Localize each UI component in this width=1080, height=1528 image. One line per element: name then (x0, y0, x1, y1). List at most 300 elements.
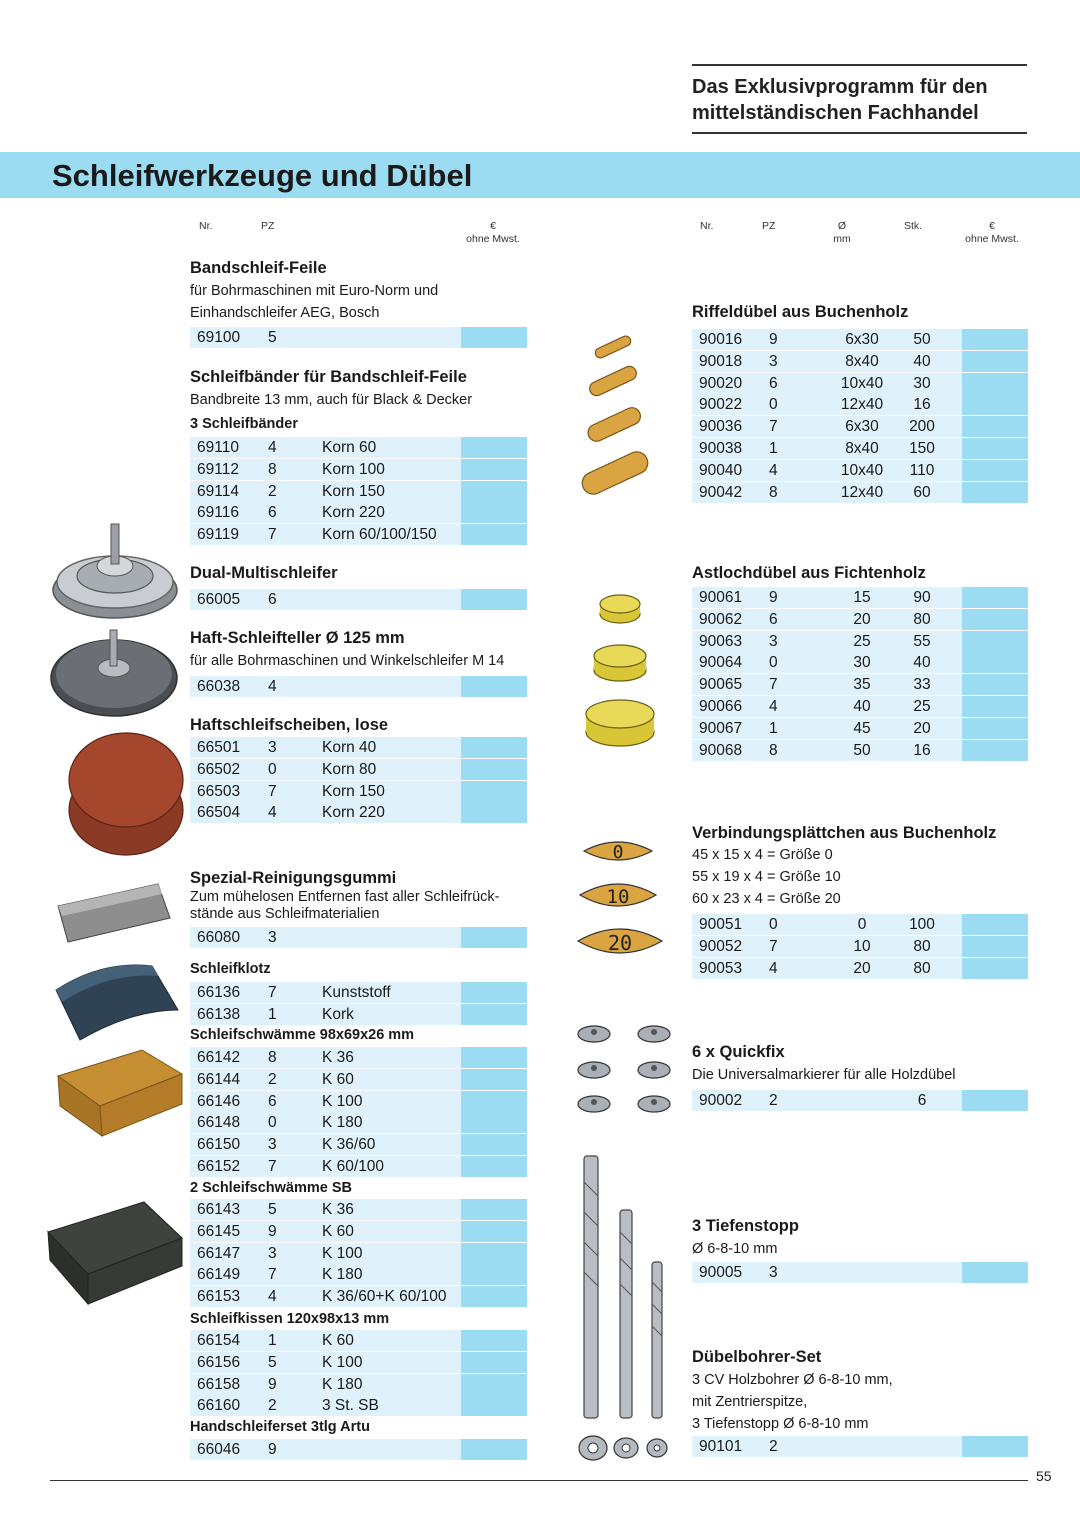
cell-txt: K 180 (322, 1266, 363, 1284)
table-row (190, 759, 527, 781)
cell-dm: 0 (857, 916, 867, 933)
cell-nr: 90101 (699, 1438, 743, 1455)
plate-label-0: 0 (612, 842, 624, 863)
subsection-title: 3 Schleifbänder (190, 416, 298, 432)
cell-nr: 66153 (197, 1288, 241, 1306)
cell-nr: 90064 (699, 654, 743, 672)
cell-st: 80 (913, 937, 931, 955)
cell-nr: 90051 (699, 916, 743, 933)
table-row (190, 1156, 527, 1178)
cell-nr: 90005 (699, 1264, 743, 1281)
table-row (692, 394, 1028, 416)
cell-nr: 90053 (699, 959, 743, 977)
table-row (692, 740, 1028, 762)
section-desc (692, 1238, 777, 1260)
cell-pz: 3 (769, 352, 778, 370)
cell-dm: 8x40 (845, 352, 879, 370)
cell-nr: 69119 (197, 526, 239, 544)
cell-nr: 66158 (197, 1375, 241, 1393)
cell-st: 90 (913, 589, 931, 606)
cell-txt: K 100 (322, 1353, 363, 1371)
cell-nr: 90066 (699, 698, 743, 715)
desc-line: für Bohrmaschinen mit Euro-Norm und (190, 283, 439, 299)
table-row (190, 1091, 527, 1113)
section-title: Riffeldübel aus Buchenholz (692, 303, 909, 321)
table-row (190, 502, 527, 524)
dual-multischleifer-image (50, 520, 180, 620)
price-cell (962, 674, 1028, 695)
section-desc (190, 889, 499, 923)
price-cell (962, 740, 1028, 761)
section-title: Verbindungsplättchen aus Buchenholz (692, 824, 997, 842)
cell-dm: 15 (853, 589, 871, 606)
price-cell (461, 1134, 527, 1155)
desc-line: stände aus Schleifmaterialien (190, 906, 380, 922)
schleifkissen-image (44, 1198, 184, 1308)
price-cell (461, 1112, 527, 1133)
price-cell (962, 438, 1028, 459)
cell-nr: 90038 (699, 440, 743, 457)
cell-pz: 7 (268, 1158, 277, 1175)
cell-st: 100 (909, 916, 935, 933)
cell-st: 40 (913, 352, 931, 370)
table-row (692, 351, 1028, 373)
table-row (190, 437, 527, 459)
haft-schleifteller-image (50, 628, 180, 720)
table-row (190, 327, 527, 349)
cell-nr: 66136 (197, 984, 241, 1001)
cell-nr: 90052 (699, 937, 743, 955)
section-title: Schleifklotz (190, 961, 271, 977)
price-cell (962, 914, 1028, 935)
cell-nr: 90022 (699, 396, 743, 414)
cell-dm: 12x40 (840, 483, 884, 501)
cell-txt: 3 St. SB (322, 1397, 379, 1415)
cell-dm: 30 (853, 654, 871, 672)
price-cell (962, 652, 1028, 673)
cell-pz: 4 (268, 439, 277, 456)
cell-txt: Korn 220 (322, 804, 385, 822)
section-title: Schleifbänder für Bandschleif-Feile (190, 368, 467, 386)
header-eur-sub: ohne Mwst. (965, 233, 1019, 245)
cell-txt: K 60/100 (322, 1158, 385, 1175)
cell-nr: 66148 (197, 1114, 241, 1132)
section-desc (190, 280, 438, 324)
cell-txt: Korn 100 (322, 460, 385, 478)
header-dm-sub: mm (833, 233, 851, 245)
cell-pz: 1 (769, 440, 778, 457)
footer-line (50, 1480, 1028, 1481)
cell-txt: K 36 (322, 1049, 354, 1066)
page-number: 55 (1036, 1468, 1052, 1484)
cell-dm: 20 (853, 610, 871, 628)
cell-nr: 66145 (197, 1222, 241, 1240)
cell-pz: 3 (268, 1136, 277, 1154)
cell-pz: 1 (769, 719, 778, 737)
table-row (190, 1439, 527, 1461)
price-cell (461, 1199, 527, 1220)
table-row (190, 1243, 527, 1265)
header-eur-symbol: € (989, 220, 995, 232)
price-cell (461, 1091, 527, 1112)
cell-dm: 12x40 (840, 396, 884, 414)
cell-dm: 20 (853, 959, 871, 977)
section-desc (190, 650, 504, 672)
cell-pz: 2 (268, 482, 277, 500)
price-cell (461, 1439, 527, 1460)
cell-st: 50 (913, 331, 931, 348)
reinigungsgummi-image (54, 880, 174, 944)
cell-nr: 66038 (197, 678, 241, 695)
cell-nr: 69112 (197, 460, 239, 478)
price-cell (461, 437, 527, 458)
cell-pz: 5 (268, 1353, 277, 1371)
verbindungsplaettchen-image (578, 835, 663, 965)
cell-nr: 66160 (197, 1397, 241, 1415)
cell-pz: 3 (268, 739, 277, 756)
cell-st: 60 (913, 483, 931, 501)
price-cell (962, 460, 1028, 481)
section-desc (190, 389, 472, 411)
section-desc (692, 1369, 893, 1435)
cell-txt: K 180 (322, 1114, 363, 1132)
header-pz-right: PZ (762, 220, 776, 232)
table-row (190, 927, 527, 949)
cell-txt: Korn 60 (322, 439, 377, 456)
section-title: Handschleiferset 3tlg Artu (190, 1419, 370, 1435)
price-cell (461, 802, 527, 823)
header-stk: Stk. (904, 220, 923, 232)
table-row (692, 609, 1028, 631)
cell-pz: 6 (769, 610, 778, 628)
page-title: Schleifwerkzeuge und Dübel (52, 158, 473, 193)
desc-line: Bandbreite 13 mm, auch für Black & Decker (190, 392, 473, 408)
table-row (190, 1264, 527, 1286)
table-row (692, 482, 1028, 504)
section-title: Spezial-Reinigungsgummi (190, 869, 397, 887)
cell-pz: 3 (268, 1244, 277, 1262)
section-title: Astlochdübel aus Fichtenholz (692, 564, 926, 582)
table-row (190, 589, 527, 611)
haftschleifscheiben-image (66, 730, 190, 856)
plate-label-10: 10 (606, 886, 630, 908)
cell-txt: Korn 220 (322, 504, 385, 522)
cell-st: 80 (913, 959, 931, 977)
section-title: 6 x Quickfix (692, 1043, 785, 1061)
cell-nr: 90036 (699, 418, 743, 436)
cell-txt: K 60 (322, 1332, 354, 1349)
cell-dm: 25 (853, 632, 871, 650)
cell-nr: 66504 (197, 804, 241, 822)
price-cell (962, 718, 1028, 739)
table-row (692, 587, 1028, 609)
cell-nr: 66501 (197, 739, 241, 756)
desc-line: 60 x 23 x 4 = Größe 20 (692, 891, 841, 907)
price-cell (962, 1436, 1028, 1457)
cell-nr: 90042 (699, 483, 743, 501)
cell-pz: 8 (769, 483, 778, 501)
cell-nr: 66080 (197, 929, 241, 946)
header-pz-left: PZ (261, 220, 275, 232)
section-title: Dual-Multischleifer (190, 564, 338, 582)
cell-pz: 4 (769, 698, 778, 715)
cell-pz: 6 (268, 1092, 277, 1110)
header-dm-symbol: Ø (837, 220, 847, 232)
table-row (692, 936, 1028, 958)
cell-dm: 40 (853, 698, 871, 715)
desc-line: für alle Bohrmaschinen und Winkelschleifer M 14 (190, 653, 505, 669)
table-row (190, 1004, 527, 1026)
price-cell (461, 1243, 527, 1264)
cell-pz: 3 (769, 1264, 778, 1281)
quickfix-image (576, 1020, 676, 1120)
price-cell (962, 696, 1028, 717)
price-cell (461, 589, 527, 610)
table-row (692, 438, 1028, 460)
price-cell (461, 1069, 527, 1090)
price-cell (461, 481, 527, 502)
cell-pz: 0 (268, 1114, 277, 1132)
price-cell (962, 394, 1028, 415)
price-cell (461, 1004, 527, 1025)
section-title: Schleifschwämme 98x69x26 mm (190, 1027, 415, 1043)
cell-st: 200 (909, 418, 935, 436)
cell-txt: Korn 60/100/150 (322, 526, 437, 544)
tagline (692, 64, 1027, 134)
price-cell (461, 524, 527, 545)
cell-nr: 90068 (699, 741, 743, 759)
section-title: Dübelbohrer-Set (692, 1348, 822, 1366)
cell-pz: 9 (268, 1222, 277, 1240)
cell-txt: Kunststoff (322, 984, 391, 1001)
price-cell (461, 1156, 527, 1177)
table-row (190, 1352, 527, 1374)
cell-pz: 0 (268, 760, 277, 778)
table-row (692, 1090, 1028, 1112)
cell-st: 110 (909, 461, 935, 479)
price-cell (461, 1221, 527, 1242)
table-row (190, 1330, 527, 1352)
cell-nr: 66146 (197, 1092, 241, 1110)
cell-pz: 7 (769, 676, 778, 694)
price-cell (461, 927, 527, 948)
cell-nr: 69114 (197, 482, 239, 500)
cell-pz: 7 (268, 1266, 277, 1284)
cell-pz: 1 (268, 1005, 277, 1023)
cell-nr: 69100 (197, 329, 241, 346)
cell-nr: 66147 (197, 1244, 241, 1262)
duebelbohrer-image (578, 1152, 668, 1422)
price-cell (962, 373, 1028, 394)
table-row (190, 481, 527, 503)
cell-nr: 66143 (197, 1201, 241, 1218)
cell-nr: 90018 (699, 352, 743, 370)
table-row (190, 676, 527, 698)
header-dm (822, 220, 862, 246)
section-title: 2 Schleifschwämme SB (190, 1180, 352, 1196)
cell-dm: 10 (853, 937, 871, 955)
price-cell (461, 737, 527, 758)
price-cell (461, 781, 527, 802)
cell-nr: 66144 (197, 1070, 241, 1088)
tagline-line-2: mittelständischen Fachhandel (692, 102, 979, 124)
cell-pz: 9 (769, 589, 778, 606)
cell-txt: K 100 (322, 1092, 363, 1110)
desc-line: Zum mühelosen Entfernen fast aller Schleifrück- (190, 889, 500, 905)
cell-pz: 5 (268, 1201, 277, 1218)
cell-st: 40 (913, 654, 931, 672)
header-eur-right (962, 220, 1022, 246)
section-title: Schleifkissen 120x98x13 mm (190, 1311, 390, 1327)
table-row (692, 631, 1028, 653)
price-cell (461, 982, 527, 1003)
header-eur-left (463, 220, 523, 246)
table-row (692, 416, 1028, 438)
cell-txt: K 100 (322, 1244, 363, 1262)
cell-txt: Kork (322, 1005, 354, 1023)
cell-txt: K 36/60+K 60/100 (322, 1288, 447, 1306)
cell-pz: 9 (769, 331, 778, 348)
cell-nr: 90062 (699, 610, 743, 628)
cell-txt: K 180 (322, 1375, 363, 1393)
cell-nr: 90061 (699, 589, 743, 606)
cell-pz: 7 (268, 782, 277, 800)
section-desc (692, 1064, 956, 1086)
cell-pz: 3 (268, 929, 277, 946)
price-cell (461, 676, 527, 697)
table-row (692, 1262, 1028, 1284)
table-row (692, 652, 1028, 674)
table-row (692, 718, 1028, 740)
cell-pz: 2 (268, 1070, 277, 1088)
price-cell (461, 1286, 527, 1307)
price-cell (461, 459, 527, 480)
cell-st: 16 (913, 396, 931, 414)
tiefenstopp-image (578, 1432, 670, 1464)
table-row (190, 982, 527, 1004)
cell-pz: 4 (769, 461, 778, 479)
cell-nr: 90016 (699, 331, 743, 348)
desc-line: Die Universalmarkierer für alle Holzdübel (692, 1067, 956, 1083)
cell-pz: 8 (268, 460, 277, 478)
price-cell (461, 1352, 527, 1373)
cell-dm: 8x40 (845, 440, 879, 457)
price-cell (962, 609, 1028, 630)
table-row (190, 1047, 527, 1069)
cell-pz: 0 (769, 654, 778, 672)
cell-pz: 2 (769, 1092, 778, 1109)
desc-line: 55 x 19 x 4 = Größe 10 (692, 869, 841, 885)
cell-st: 55 (913, 632, 931, 650)
table-row (692, 1436, 1028, 1458)
cell-dm: 10x40 (840, 461, 884, 479)
riffeldubel-image (578, 330, 663, 500)
astlochdubel-image (578, 592, 663, 752)
cell-st: 33 (913, 676, 931, 694)
table-row (190, 1286, 527, 1308)
table-row (190, 524, 527, 546)
table-row (190, 1221, 527, 1243)
cell-pz: 5 (268, 329, 277, 346)
cell-dm: 35 (853, 676, 871, 694)
cell-nr: 66154 (197, 1332, 241, 1349)
desc-line: mit Zentrierspitze, (692, 1394, 808, 1410)
desc-line: Einhandschleifer AEG, Bosch (190, 305, 380, 321)
table-row (190, 1069, 527, 1091)
cell-pz: 7 (769, 418, 778, 436)
table-row (190, 1112, 527, 1134)
schleifklotz-image (52, 960, 182, 1044)
cell-pz: 3 (769, 632, 778, 650)
price-cell (461, 327, 527, 348)
table-row (692, 460, 1028, 482)
price-cell (461, 1374, 527, 1395)
cell-st: 80 (913, 610, 931, 628)
cell-nr: 66005 (197, 591, 241, 608)
section-title: Bandschleif-Feile (190, 259, 327, 277)
cell-st: 20 (913, 719, 931, 737)
table-row (190, 459, 527, 481)
table-row (692, 674, 1028, 696)
header-nr-left: Nr. (199, 220, 213, 232)
header-eur-symbol: € (490, 220, 496, 232)
table-row (190, 1395, 527, 1417)
header-nr-right: Nr. (700, 220, 714, 232)
cell-pz: 7 (769, 937, 778, 955)
cell-txt: Korn 150 (322, 782, 385, 800)
cell-nr: 69116 (197, 504, 239, 522)
table-row (190, 737, 527, 759)
price-cell (461, 1330, 527, 1351)
cell-pz: 0 (769, 916, 778, 933)
table-row (190, 1374, 527, 1396)
section-title: 3 Tiefenstopp (692, 1217, 799, 1235)
cell-pz: 6 (268, 504, 277, 522)
cell-pz: 4 (268, 678, 277, 695)
table-row (190, 1199, 527, 1221)
cell-nr: 66046 (197, 1441, 241, 1458)
plate-label-20: 20 (607, 931, 633, 955)
header-eur-sub: ohne Mwst. (466, 233, 520, 245)
cell-dm: 45 (853, 719, 871, 737)
cell-st: 6 (917, 1092, 927, 1109)
cell-nr: 66150 (197, 1136, 241, 1154)
price-cell (962, 351, 1028, 372)
cell-pz: 6 (268, 591, 277, 608)
cell-pz: 6 (769, 374, 778, 392)
cell-dm: 10x40 (840, 374, 884, 392)
cell-nr: 69110 (197, 439, 239, 456)
price-cell (962, 936, 1028, 957)
cell-nr: 90063 (699, 632, 743, 650)
cell-pz: 7 (268, 984, 277, 1001)
section-title: Haftschleifscheiben, lose (190, 716, 389, 734)
price-cell (461, 1264, 527, 1285)
cell-pz: 7 (268, 526, 277, 544)
price-cell (962, 1090, 1028, 1111)
price-cell (962, 587, 1028, 608)
cell-nr: 66149 (197, 1266, 241, 1284)
cell-nr: 66156 (197, 1353, 241, 1371)
cell-txt: Korn 40 (322, 739, 377, 756)
cell-nr: 66152 (197, 1158, 241, 1175)
cell-txt: Korn 80 (322, 760, 377, 778)
price-cell (461, 759, 527, 780)
cell-txt: Korn 150 (322, 482, 385, 500)
section-title: Haft-Schleifteller Ø 125 mm (190, 629, 405, 647)
cell-pz: 2 (268, 1397, 277, 1415)
cell-pz: 8 (268, 1049, 277, 1066)
